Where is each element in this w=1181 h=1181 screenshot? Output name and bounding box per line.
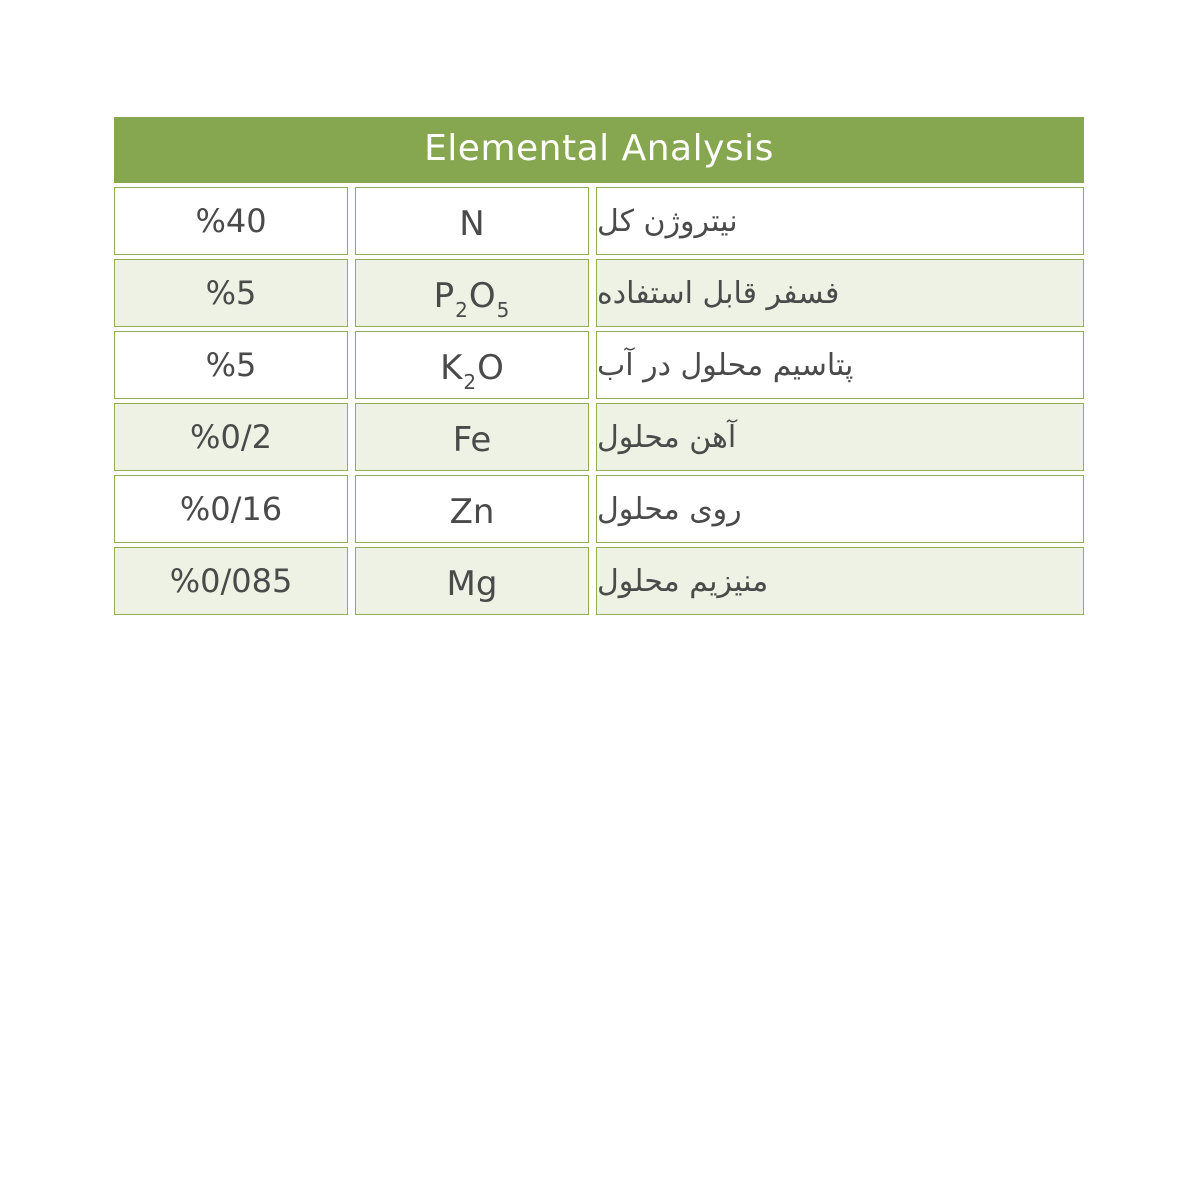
symbol-cell: N xyxy=(355,187,589,255)
name-cell: فسفر قابل استفاده xyxy=(596,259,1084,327)
symbol-cell: Fe xyxy=(355,403,589,471)
table-row-nitrogen xyxy=(114,187,1084,255)
table-row-zinc xyxy=(114,475,1084,543)
value-cell: %40 xyxy=(114,187,348,255)
symbol-cell: P 2 O 5 xyxy=(355,259,589,327)
symbol-cell: K 2 O xyxy=(355,331,589,399)
name-cell: آهن محلول xyxy=(596,403,1084,471)
table-row-phosphorus xyxy=(114,259,1084,327)
symbol-cell: Zn xyxy=(355,475,589,543)
table-title: Elemental Analysis xyxy=(114,117,1084,183)
name-cell: روی محلول xyxy=(596,475,1084,543)
name-cell: منیزیم محلول xyxy=(596,547,1084,615)
table-row-iron xyxy=(114,403,1084,471)
value-cell: %5 xyxy=(114,259,348,327)
value-cell: %0/16 xyxy=(114,475,348,543)
name-cell: نیتروژن کل xyxy=(596,187,1084,255)
table-row-potassium xyxy=(114,331,1084,399)
value-cell: %5 xyxy=(114,331,348,399)
table-row-magnesium xyxy=(114,547,1084,615)
symbol-cell: Mg xyxy=(355,547,589,615)
value-cell: %0/2 xyxy=(114,403,348,471)
name-cell: پتاسیم محلول در آب xyxy=(596,331,1084,399)
value-cell: %0/085 xyxy=(114,547,348,615)
elemental-analysis-table xyxy=(114,117,1084,615)
